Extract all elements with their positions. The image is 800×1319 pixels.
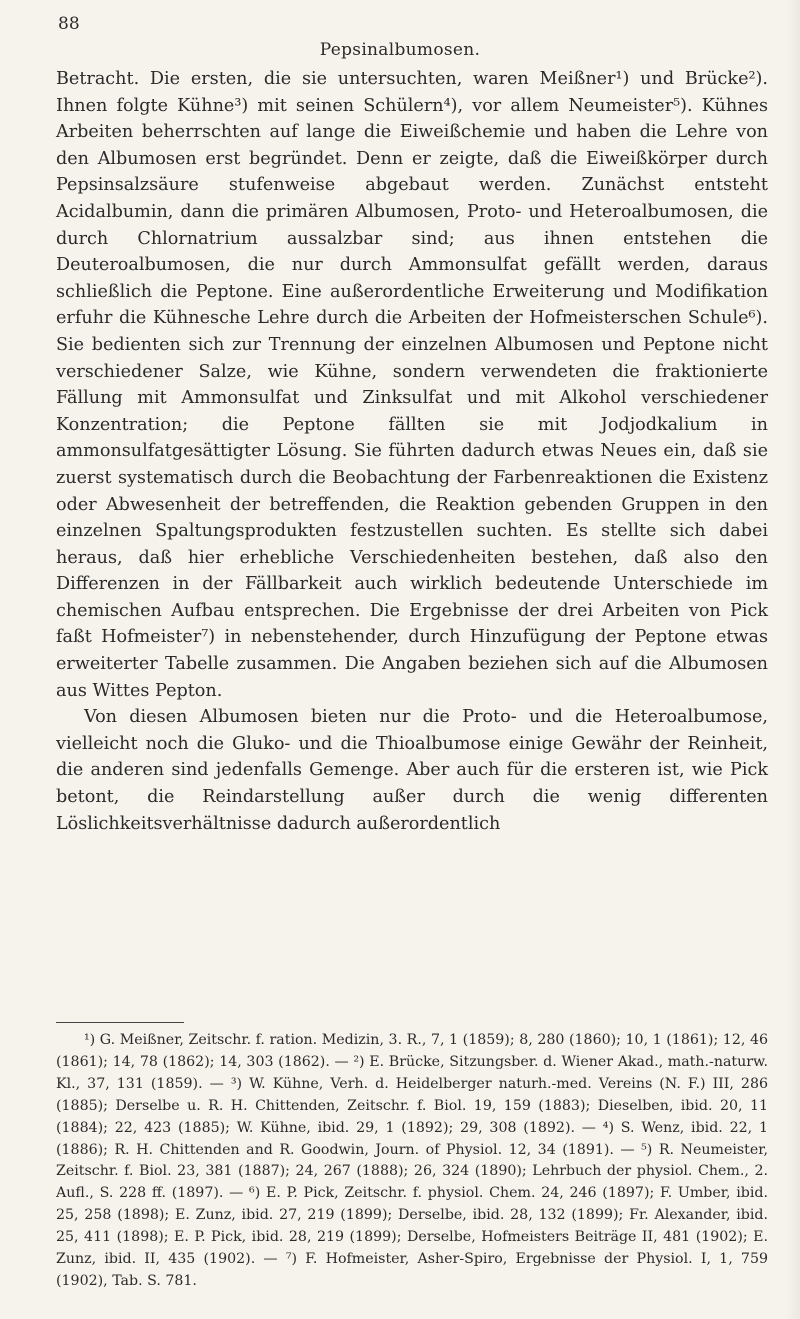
- running-head: Pepsinalbumosen.: [319, 40, 481, 60]
- main-text: [56, 66, 768, 837]
- scan-edge-shadow: [786, 0, 800, 1319]
- footnote-divider: [56, 1022, 184, 1023]
- paragraph-2: Von diesen Albumosen bieten nur die Proto- und die Heteroalbumose, vielleicht noch die Gluko- und die Thioalbumose einige Gewähr der Reinheit, die anderen sind jedenfalls Gemenge. Aber auch für die ersteren ist, wie Pick betont, die Reindarstellung außer durch die wenig differenten Löslichkeitsverhältnisse dadurch außerordentlich: [56, 707, 768, 834]
- footnote-block: ¹) G. Meißner, Zeitschr. f. ration. Medizin, 3. R., 7, 1 (1859); 8, 280 (1860); 10, 1 (1861); 12, 46 (1861); 14, 78 (1862); 14, 303 (1862). — ²) E. Brücke, Sitzungsber. d. Wiener Akad., math.-naturw. Kl., 37, 131 (1859). — ³) W. Kühne, Verh. d. Heidelberger naturh.-med. Vereins (N. F.) III, 286 (1885); Derselbe u. R. H. Chittenden, Zeitschr. f. Biol. 19, 159 (1883); Dieselben, ibid. 20, 11 (1884); 22, 423 (1885); W. Kühne, ibid. 29, 1 (1892); 29, 308 (1892). — ⁴) S. Wenz, ibid. 22, 1 (1886); R. H. Chittenden and R. Goodwin, Journ. of Physiol. 12, 34 (1891). — ⁵) R. Neumeister, Zeitschr. f. Biol. 23, 381 (1887); 24, 267 (1888); 26, 324 (1890); Lehrbuch der physiol. Chem., 2. Aufl., S. 228 ff. (1897). — ⁶) E. P. Pick, Zeitschr. f. physiol. Chem. 24, 246 (1897); F. Umber, ibid. 25, 258 (1898); E. Zunz, ibid. 27, 219 (1899); Derselbe, ibid. 28, 132 (1899); Fr. Alexander, ibid. 25, 411 (1898); E. P. Pick, ibid. 28, 219 (1899); Derselbe, Hofmeisters Beiträge II, 481 (1902); E. Zunz, ibid. II, 435 (1902). — ⁷) F. Hofmeister, Asher-Spiro, Ergebnisse der Physiol. I, 1, 759 (1902), Tab. S. 781.: [56, 1032, 768, 1289]
- page-number: 88: [58, 14, 80, 34]
- paragraph-1: Betracht. Die ersten, die sie untersuchten, waren Meißner¹) und Brücke²). Ihnen folgte Kühne³) mit seinen Schülern⁴), vor allem Neumeister⁵). Kühnes Arbeiten beherrschten auf lange die Eiweißchemie und haben die Lehre von den Albumosen erst begründet. Denn er zeigte, daß die Eiweißkörper durch Pepsinsalzsäure stufenweise abgebaut werden. Zunächst entsteht Acidalbumin, dann die primären Albumosen, Proto- und Heteroalbumosen, die durch Chlornatrium aussalzbar sind; aus ihnen entstehen die Deuteroalbumosen, die nur durch Ammonsulfat gefällt werden, daraus schließlich die Peptone. Eine außerordentliche Erweiterung und Modifikation erfuhr die Kühnesche Lehre durch die Arbeiten der Hofmeisterschen Schule⁶). Sie bedienten sich zur Trennung der einzelnen Albumosen und Peptone nicht verschiedener Salze, wie Kühne, sondern verwendeten die fraktionierte Fällung mit Ammonsulfat und Zinksulfat und mit Alkohol verschiedener Konzentration; die Peptone fällten sie mit Jodjodkalium in ammonsulfatgesättigter Lösung. Sie führten dadurch etwas Neues ein, daß sie zuerst systematisch durch die Beobachtung der Farbenreaktionen die Existenz oder Abwesenheit der betreffenden, die Reaktion gebenden Gruppen in den einzelnen Spaltungsprodukten festzustellen suchten. Es stellte sich dabei heraus, daß hier erhebliche Verschiedenheiten bestehen, daß also den Differenzen in der Fällbarkeit auch wirklich bedeutende Unterschiede im chemischen Aufbau entsprechen. Die Ergebnisse der drei Arbeiten von Pick faßt Hofmeister⁷) in nebenstehender, durch Hinzufügung der Peptone etwas erweiterter Tabelle zusammen. Die Angaben beziehen sich auf die Albumosen aus Wittes Pepton.: [56, 69, 768, 701]
- footnotes: [56, 1030, 768, 1293]
